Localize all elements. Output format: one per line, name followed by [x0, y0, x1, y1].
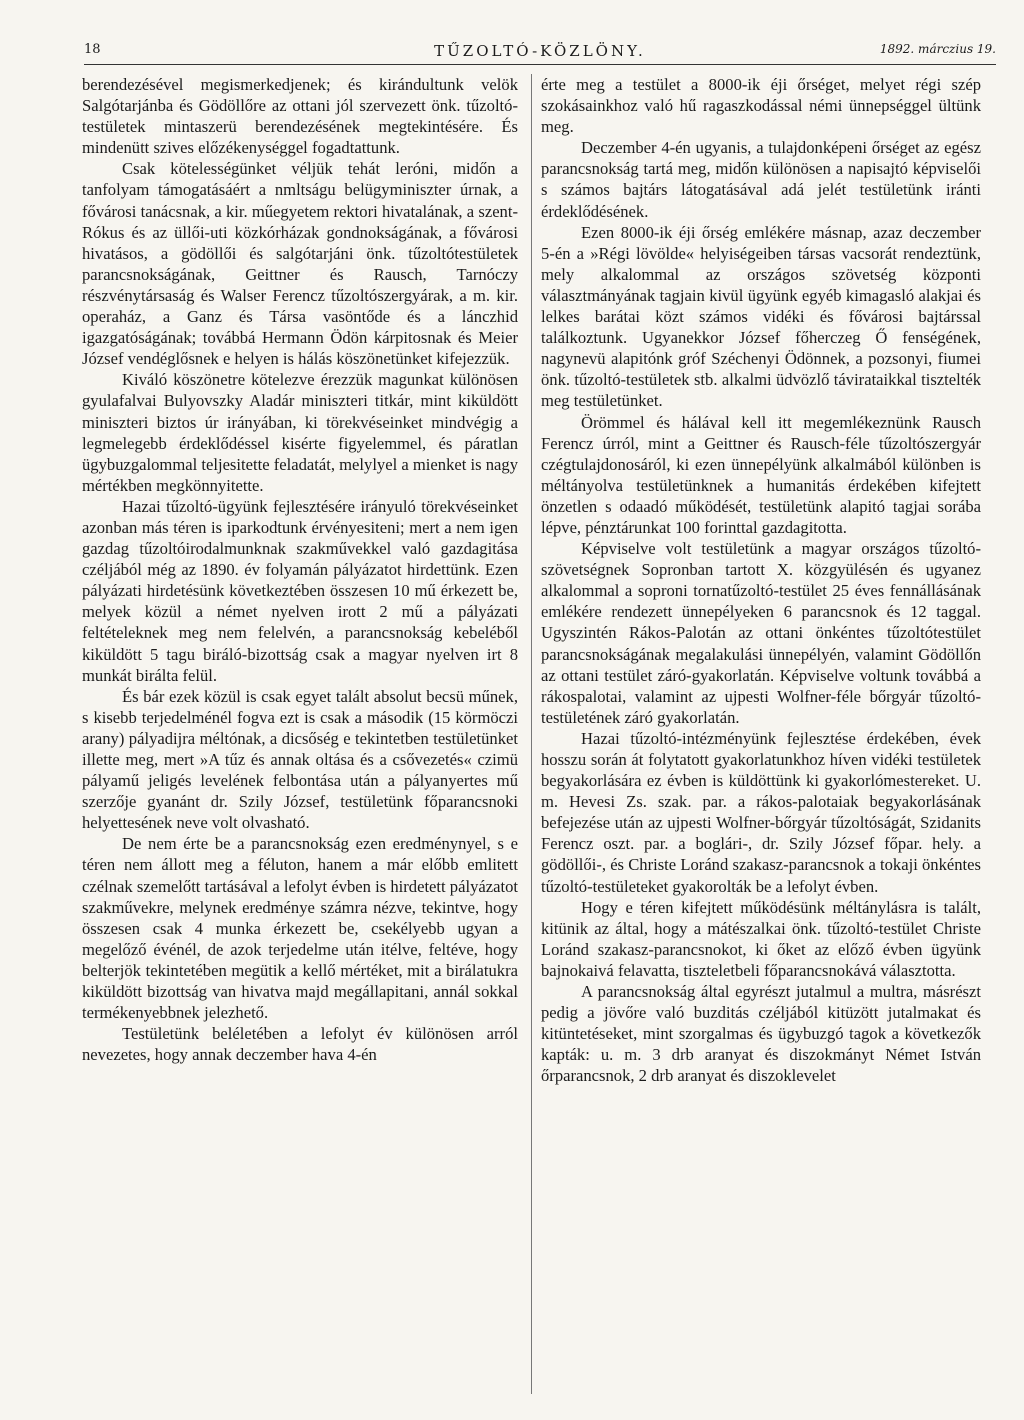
paragraph: Csak kötelességünket véljük tehát leróni, midőn a tanfolyam támogatásáért a nmltságu belügyminiszter úrnak, a fővárosi tanácsnak, a kir. műegyetem rektori hivatalának, a szent-Rókus és az üllői-uti közkórházak gondnokságának, a fővárosi hivatásos, a gödöllői és salgótarjáni önk. tűzoltótestületek parancsnokságának, Geittner és Rausch, Tarnóczy részvénytársaság és Walser Ferencz tűzoltószergyárak, a m. kir. operaház, a Ganz és Társa vasöntőde és a lánczhid igazgatóságának; továbbá Hermann Ödön kárpitosnak és Meier József vendéglősnek e helyen is hálás köszönetünket kifejezzük. — [82, 159, 518, 369]
paragraph: És bár ezek közül is csak egyet talált absolut becsü műnek, s kisebb terjedelménél fogva ezt is csak a második (15 körmöczi arany) pályadijra méltónak, a dicsőség e tekintetben testületünket illette meg, mert »A tűz és annak oltása és a csővezetés« czimü pályamű jeligés levelének felbontása után a pályanyertes mű szerzője gyanánt dr. Szily József, testületünk főparancsnoki helyettesének neve volt olvasható. — [82, 686, 518, 833]
paragraph: Hazai tűzoltó-ügyünk fejlesztésére irányuló törekvéseinket azonban más téren is iparkodtunk érvényesiteni; mert a nem igen gazdag tűzoltóirodalmunknak szakművekkel való gazdagitása czéljából még az 1890. év folyamán pályázatot hirdettünk. Ezen pályázati hirdetésünk következtében összesen 10 mű érkezett be, melyek közül a német nyelven irott 2 mű a pályázati feltételeknek meg nem felelvén, a parancsnokság kebeléből kiküldött 5 tagu biráló-bizottság csak a magyar nyelven irt 8 munkát birálta felül. — [82, 496, 518, 685]
paragraph: Hogy e téren kifejtett működésünk méltánylásra is talált, kitünik az által, hogy a mátészalkai önk. tűzoltó-testület Christe Loránd szakasz-parancsnokot, ki őket az előző évben ügyünk bajnokaivá felavatta, tiszteletbeli főparancsnokává választotta. — [541, 897, 981, 980]
paragraph: Testületünk beléletében a lefolyt év különösen arról nevezetes, hogy annak deczember hava 4-én — [82, 1024, 518, 1065]
paragraph: Képviselve volt testületünk a magyar országos tűzoltó-szövetségnek Sopronban tartott X. közgyülésén és ugyanez alkalommal a soproni tornatűzoltó-testület 25 éves fennállásának emlékére rendezett ünnepélyeken 6 parancsnok és 12 taggal. Ugyszintén Rákos-Palotán az ottani önkéntes tűzoltótestület parancsnokságának megalakulási ünnepélyén, valamint Gödöllőn az ottani testület záró-gyakorlatán. Képviselve voltunk továbbá a rákospalotai, valamint az ujpesti Wolfner-féle bőrgyár tűzoltó-testületének záró gyakorlatán. — [541, 539, 981, 727]
paragraph: De nem érte be a parancsnokság ezen eredménynyel, s e téren nem állott meg a féluton, hanem a már előbb emlitett czélnak szemelőtt tartásával a lefolyt évben is hirdetett pályázatot szakművekre, melynek eredménye számra nézve, tekintve, hogy összesen csak 4 munka érkezett be, csekélyebb ugyan a megelőző événél, de azok terjedelme után itélve, feltéve, hogy belterjök tekintetében megütik a kellő mértéket, mit a birálatukra kiküldött bizottság van hivatva majd megállapitani, annál sokkal termékenyebbnek jelezhető. — [82, 834, 518, 1023]
paragraph: A parancsnokság által egyrészt jutalmul a multra, másrészt pedig a jövőre való buzditás czéljából kitüzött jutalmakat és kitüntetéseket, mint szorgalmas és ügybuzgó tagok a következők kapták: u. m. 3 drb aranyat és diszokmányt Német István őrparancsnok, 2 drb aranyat és diszoklevelet — [541, 982, 981, 1086]
paragraph: érte meg a testület a 8000-ik éji őrséget, melyet régi szép szokásainkhoz való hű ragaszkodással némi ünnepséggel ültünk meg. — [541, 75, 981, 137]
right-column — [541, 74, 981, 1087]
paragraph: berendezésével megismerkedjenek; és kirándultunk velök Salgótarjánba és Gödöllőre az ottani jól szervezett önk. tűzoltó-testületek mintaszerü berendezésének megtekintésére. És mindenütt szives előzékenységgel fogadtattunk. — [82, 75, 518, 158]
paragraph: Ezen 8000-ik éji őrség emlékére másnap, azaz deczember 5-én a »Régi lövölde« helyiségeiben társas vacsorát rendeztünk, mely alkalommal az országos szövetség központi választmányának tagjain kivül ügyünk egyéb kimagasló alakjai és lelkes barátai közt számos vidéki és fővárosi bajtárssal találkoztunk. Ugyanekkor József főherczeg Ő fenségének, nagynevü alapitónk gróf Széchenyi Ödönnek, a pozsonyi, fiumei önk. tűzoltó-testületek stb. alkalmi üdvözlő távirataikkal tisztelték meg testületünket. — [541, 222, 981, 411]
publication-title: TŰZOLTÓ-KÖZLÖNY. — [434, 42, 646, 60]
paragraph: Örömmel és hálával kell itt megemlékeznünk Rausch Ferencz úrról, mint a Geittner és Rausch-féle tűzoltószergyár czégtulajdonosáról, ki ezen ünnepélyünk alkalmából különben is méltányolva testületünknek a humanitás érdekében kifejtett önzetlen s odaadó működését, testületünk alapitó tagjai sorába lépve, pénztárunkat 100 forinttal gazdagitotta. — [541, 412, 981, 537]
paragraph: Hazai tűzoltó-intézményünk fejlesztése érdekében, évek hosszu során át folytatott gyakorlatunkhoz híven vidéki testületek begyakorlására ez évben is küldöttünk ki gyakorlómestereket. U. m. Hevesi Zs. szak. par. a rákos-palotaiak begyakorlásának befejezése után az ujpesti Wolfner-bőrgyár tűzoltóságát, Szidanits Ferencz oszt. par. a boglári-, dr. Szily József főpar. hely. a gödöllői-, és Christe Loránd szakasz-parancsnok a tokaji önkéntes tűzoltó-testületeket gyakorolták be a lefolyt évben. — [541, 728, 981, 896]
paragraph: Kiváló köszönetre kötelezve érezzük magunkat különösen gyulafalvai Bulyovszky Aladár miniszteri titkár, mint kiküldött miniszteri biztos úr irányában, ki törekvéseinket mindvégig a legmelegebb érdeklődéssel kisérte figyelemmel, és páratlan ügybuzgalommal teljesitette feladatát, melylyel a mienket is nagy mértékben megkönnyitette. — [82, 370, 518, 495]
issue-date: 1892. márczius 19. — [879, 42, 996, 56]
page-number: 18 — [84, 42, 101, 57]
paragraph: Deczember 4-én ugyanis, a tulajdonképeni őrséget az egész parancsnokság tartá meg, midőn különösen a napisajtó képviselői s számos bajtárs látogatásával adá jelét testületünk iránti érdeklődésének. — [541, 138, 981, 221]
column-divider — [531, 74, 532, 1394]
page-header — [84, 34, 996, 65]
left-column — [82, 74, 518, 1065]
